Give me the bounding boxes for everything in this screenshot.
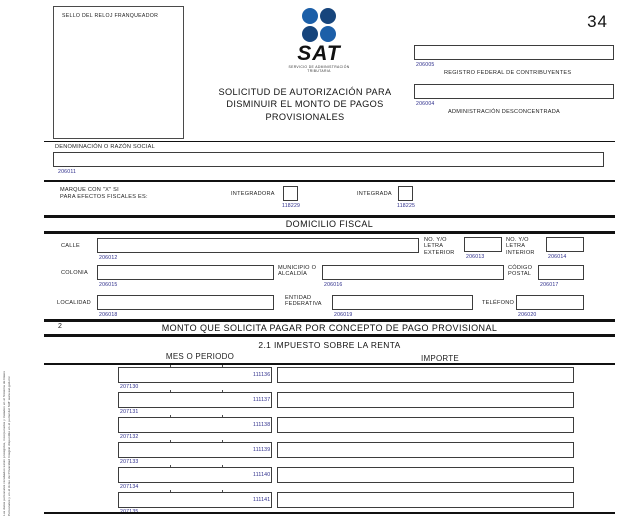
municipio-label: MUNICIPIO O ALCALDÍA — [278, 265, 317, 278]
colonia-field-code: 206015 — [99, 282, 118, 288]
sello-label: SELLO DEL RELOJ FRANQUEADOR — [62, 13, 159, 19]
integrada-checkbox[interactable] — [398, 186, 413, 201]
codigo-postal-field-code: 206017 — [540, 282, 559, 288]
denominacion-input[interactable] — [53, 152, 604, 167]
periodo-code-row-5: 207134 — [120, 484, 139, 490]
importe-code-row-6: 111141 — [253, 497, 271, 503]
telefono-input[interactable] — [516, 295, 584, 310]
no-interior-label: NO. Y/O LETRA INTERIOR — [506, 237, 535, 256]
legal-notice — [2, 370, 32, 516]
divider-domicilio-bottom — [44, 231, 615, 234]
integradora-field-code: 118229 — [282, 203, 301, 209]
divider-table-bottom — [44, 512, 615, 514]
administracion-label: ADMINISTRACIÓN DESCONCENTRADA — [448, 109, 560, 115]
administracion-input[interactable] — [414, 84, 614, 99]
entidad-federativa-label: ENTIDAD FEDERATIVA — [285, 295, 322, 308]
denominacion-field-code: 206011 — [58, 169, 77, 175]
periodo-code-row-2: 207131 — [120, 409, 139, 415]
page-number: 34 — [587, 12, 608, 31]
no-exterior-label: NO. Y/O LETRA EXTERIOR — [424, 237, 455, 256]
fiscal-effects-prompt-line2: PARA EFECTOS FISCALES ES: — [60, 194, 148, 200]
periodo-input-row-5[interactable] — [118, 467, 272, 483]
importe-input-row-3[interactable] — [277, 417, 574, 433]
sat-wordmark: SAT — [297, 42, 341, 65]
periodo-code-row-1: 207130 — [120, 384, 139, 390]
calle-field-code: 206012 — [99, 255, 118, 261]
importe-input-row-1[interactable] — [277, 367, 574, 383]
divider-fiscal-effects-top — [44, 180, 615, 182]
periodo-input-row-6[interactable] — [118, 492, 272, 508]
codigo-postal-label: CÓDIGO POSTAL — [508, 265, 533, 278]
rfc-field-code: 206005 — [416, 62, 435, 68]
localidad-label: LOCALIDAD — [57, 300, 91, 306]
codigo-postal-input[interactable] — [538, 265, 584, 280]
municipio-field-code: 206016 — [324, 282, 343, 288]
periodo-code-row-4: 207133 — [120, 459, 139, 465]
colonia-label: COLONIA — [61, 270, 88, 276]
calle-input[interactable] — [97, 238, 419, 253]
municipio-input[interactable] — [322, 265, 504, 280]
integrada-field-code: 118225 — [397, 203, 416, 209]
integrada-label: INTEGRADA — [357, 191, 392, 197]
no-exterior-field-code: 206013 — [466, 254, 485, 260]
localidad-field-code: 206018 — [99, 312, 118, 318]
telefono-label: TELÉFONO — [482, 300, 515, 306]
importe-input-row-4[interactable] — [277, 442, 574, 458]
entidad-federativa-input[interactable] — [332, 295, 473, 310]
fiscal-effects-prompt-line1: MARQUE CON "X" SI — [60, 187, 119, 193]
no-interior-field-code: 206014 — [548, 254, 567, 260]
integradora-checkbox[interactable] — [283, 186, 298, 201]
no-interior-input[interactable] — [546, 237, 584, 252]
importe-input-row-6[interactable] — [277, 492, 574, 508]
form-title: SOLICITUD DE AUTORIZACIÓN PARA DISMINUIR EL MONTO DE PAGOS PROVISIONALES — [218, 87, 392, 122]
divider-denominacion-top — [44, 141, 615, 142]
rfc-label: REGISTRO FEDERAL DE CONTRIBUYENTES — [444, 70, 572, 76]
periodo-input-row-4[interactable] — [118, 442, 272, 458]
section2-title: MONTO QUE SOLICITA PAGAR POR CONCEPTO DE PAGO PROVISIONAL — [161, 323, 498, 333]
importe-input-row-5[interactable] — [277, 467, 574, 483]
rfc-input[interactable] — [414, 45, 614, 60]
colonia-input[interactable] — [97, 265, 274, 280]
divider-section2-bottom — [44, 334, 615, 337]
periodo-code-row-3: 207132 — [120, 434, 139, 440]
sat-subtitle: SERVICIO DE ADMINISTRACIÓN TRIBUTARIA — [288, 65, 350, 73]
periodo-input-row-2[interactable] — [118, 392, 272, 408]
importe-code-row-2: 111137 — [253, 397, 271, 403]
periodo-input-row-3[interactable] — [118, 417, 272, 433]
importe-code-row-4: 111139 — [253, 447, 271, 453]
sat-logo-dots-icon — [302, 8, 336, 42]
calle-label: CALLE — [61, 243, 80, 249]
importe-code-row-5: 111140 — [253, 472, 271, 478]
no-exterior-input[interactable] — [464, 237, 502, 252]
divider-section2-top — [44, 319, 615, 322]
divider-domicilio-top — [44, 215, 615, 218]
legal-notice-text: Los datos personales recabados serán protegidos, incorporados y tratados en el Sistema de Datos Personales y en el Aviso de Privacidad Integral disponible en el portal del SAT www.sat.gob.mx — [2, 370, 11, 516]
subsection-isr-title: 2.1 IMPUESTO SOBRE LA RENTA — [258, 340, 401, 350]
periodo-input-row-1[interactable] — [118, 367, 272, 383]
sat-logo — [282, 8, 356, 73]
sello-reloj-franqueador-box[interactable] — [53, 6, 184, 139]
integradora-label: INTEGRADORA — [231, 191, 275, 197]
importe-input-row-2[interactable] — [277, 392, 574, 408]
domicilio-section-title: DOMICILIO FISCAL — [285, 219, 374, 229]
column-header-importe: IMPORTE — [420, 354, 460, 363]
entidad-federativa-field-code: 206019 — [334, 312, 353, 318]
column-header-periodo: MES O PERIODO — [165, 352, 235, 361]
localidad-input[interactable] — [97, 295, 274, 310]
section2-number: 2 — [58, 323, 62, 330]
denominacion-label: DENOMINACIÓN O RAZÓN SOCIAL — [55, 144, 155, 150]
telefono-field-code: 206020 — [518, 312, 537, 318]
administracion-field-code: 206004 — [416, 101, 435, 107]
importe-code-row-3: 111138 — [253, 422, 271, 428]
importe-code-row-1: 111136 — [253, 372, 271, 378]
